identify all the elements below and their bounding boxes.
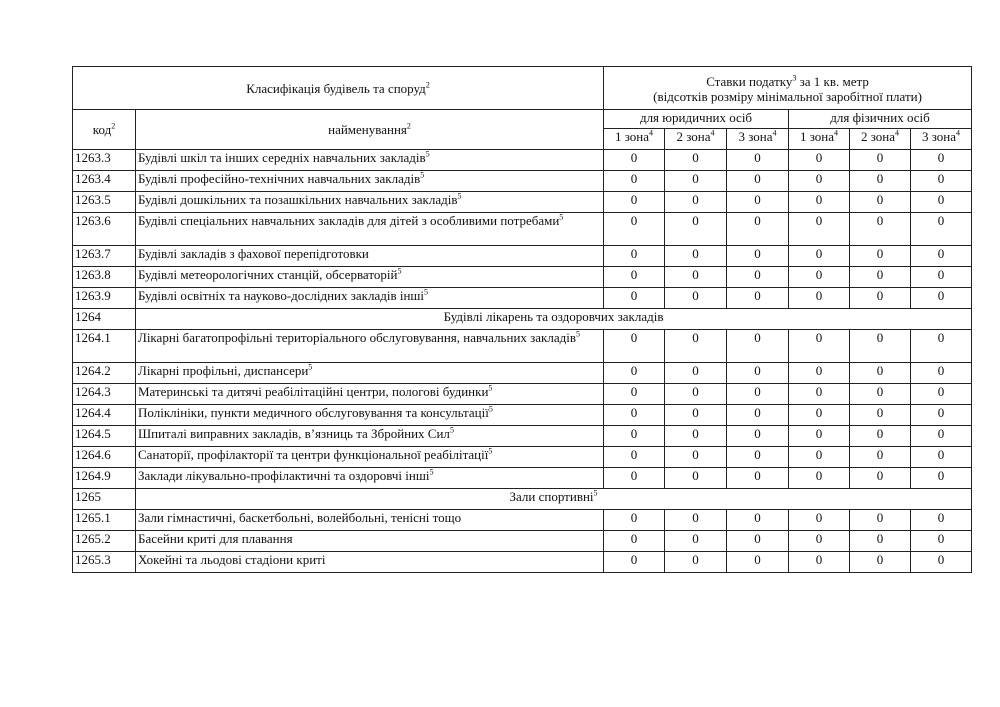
rate-value: 0	[850, 213, 911, 246]
rate-value: 0	[850, 288, 911, 309]
rate-value: 0	[789, 510, 850, 531]
table-row	[73, 426, 972, 447]
rates-header-tail: за 1 кв. метр	[796, 74, 869, 89]
footnote-mark: 5	[424, 287, 429, 297]
rate-value: 0	[604, 426, 665, 447]
rate-value: 0	[850, 426, 911, 447]
zone-header-text: 1 зона	[614, 129, 650, 144]
classification-header	[73, 67, 604, 110]
rate-value: 0	[727, 447, 789, 468]
rates-header-line1	[606, 74, 969, 89]
rate-value: 0	[789, 405, 850, 426]
row-name	[136, 363, 604, 384]
rate-value: 0	[665, 213, 727, 246]
row-name	[136, 246, 604, 267]
rate-value: 0	[911, 405, 972, 426]
rate-value: 0	[789, 552, 850, 573]
rate-value: 0	[727, 384, 789, 405]
rate-value: 0	[604, 171, 665, 192]
footnote-mark: 4	[834, 128, 839, 138]
classification-header-text: Класифікація будівель та споруд	[246, 80, 426, 96]
row-code: 1264.2	[73, 363, 136, 384]
rate-value: 0	[911, 192, 972, 213]
rate-value: 0	[911, 267, 972, 288]
section-code: 1264	[73, 309, 136, 330]
row-name-text: Заклади лікувально-профілактичні та оздоровчі інші	[138, 468, 430, 483]
rate-value: 0	[604, 552, 665, 573]
row-name-text: Будівлі шкіл та інших середніх навчальних закладів	[138, 150, 426, 165]
rate-value: 0	[727, 405, 789, 426]
rate-value: 0	[727, 288, 789, 309]
footnote-mark: 4	[895, 128, 900, 138]
code-header-text: код	[92, 122, 112, 137]
row-name	[136, 531, 604, 552]
rate-value: 0	[911, 330, 972, 363]
footnote-mark: 4	[649, 128, 654, 138]
row-name-text: Будівлі освітніх та науково-дослідних закладів інші	[138, 288, 425, 303]
row-name-text: Зали гімнастичні, баскетбольні, волейбольні, тенісні тощо	[138, 510, 462, 525]
zone-header	[665, 129, 727, 150]
rate-value: 0	[850, 150, 911, 171]
row-name-text: Поліклініки, пункти медичного обслуговування та консультації	[138, 405, 489, 420]
footnote-mark: 5	[429, 467, 434, 477]
zone-header	[727, 129, 789, 150]
rate-value: 0	[911, 363, 972, 384]
rates-header-line2: (відсотків розміру мінімальної заробітної плати)	[653, 89, 922, 104]
row-name	[136, 192, 604, 213]
rate-value: 0	[789, 468, 850, 489]
rate-value: 0	[850, 246, 911, 267]
header-row-mid	[73, 110, 972, 129]
rate-value: 0	[665, 405, 727, 426]
footnote-mark: 3	[792, 73, 797, 83]
row-name-text: Будівлі метеорологічних станцій, обсерваторій	[138, 267, 398, 282]
row-code: 1263.5	[73, 192, 136, 213]
rate-value: 0	[665, 192, 727, 213]
footnote-mark: 5	[457, 191, 462, 201]
header-row-top	[73, 67, 972, 110]
rate-value: 0	[665, 288, 727, 309]
footnote-mark: 5	[488, 446, 493, 456]
rate-value: 0	[727, 192, 789, 213]
row-name	[136, 468, 604, 489]
rate-value: 0	[665, 330, 727, 363]
row-name-text: Лікарні багатопрофільні територіального обслуговування, навчальних закладів	[138, 330, 576, 345]
row-name-text: Хокейні та льодові стадіони криті	[138, 552, 326, 567]
zone-header-text: 2 зона	[676, 129, 711, 144]
rate-value: 0	[727, 363, 789, 384]
legal-persons-header: для юридичних осіб	[604, 110, 789, 129]
rate-value: 0	[665, 171, 727, 192]
footnote-mark: 2	[406, 121, 411, 131]
rate-value: 0	[789, 150, 850, 171]
zone-header	[850, 129, 911, 150]
row-name-text: Лікарні профільні, диспансери	[138, 363, 309, 378]
zone-header-text: 1 зона	[799, 129, 835, 144]
row-code: 1265.3	[73, 552, 136, 573]
rate-value: 0	[850, 405, 911, 426]
table-row	[73, 150, 972, 171]
rate-value: 0	[911, 150, 972, 171]
zone-header-text: 3 зона	[922, 129, 957, 144]
rate-value: 0	[727, 510, 789, 531]
section-row	[73, 489, 972, 510]
rate-value: 0	[911, 384, 972, 405]
rate-value: 0	[665, 150, 727, 171]
rate-value: 0	[604, 213, 665, 246]
footnote-mark: 5	[593, 488, 598, 498]
row-name	[136, 426, 604, 447]
row-name-text: Шпиталі виправних закладів, в’язниць та Збройних Сил	[138, 426, 450, 441]
rate-value: 0	[727, 531, 789, 552]
rate-value: 0	[727, 426, 789, 447]
rates-header	[604, 67, 972, 110]
footnote-mark: 5	[420, 170, 425, 180]
footnote-mark: 4	[710, 128, 715, 138]
rate-value: 0	[665, 447, 727, 468]
rate-value: 0	[789, 246, 850, 267]
row-code: 1263.4	[73, 171, 136, 192]
row-name-text: Будівлі закладів з фахової перепідготовки	[138, 246, 369, 261]
table-row	[73, 384, 972, 405]
rate-value: 0	[850, 531, 911, 552]
table-row	[73, 405, 972, 426]
table-row	[73, 213, 972, 246]
rate-value: 0	[789, 330, 850, 363]
rate-value: 0	[789, 288, 850, 309]
rate-value: 0	[665, 552, 727, 573]
rate-value: 0	[789, 213, 850, 246]
rate-value: 0	[911, 288, 972, 309]
table-row	[73, 288, 972, 309]
rate-value: 0	[789, 531, 850, 552]
row-code: 1263.6	[73, 213, 136, 246]
row-code: 1263.8	[73, 267, 136, 288]
name-header-text: найменування	[328, 122, 407, 137]
rate-value: 0	[911, 447, 972, 468]
rate-value: 0	[604, 468, 665, 489]
footnote-mark: 2	[111, 121, 116, 131]
zone-header	[911, 129, 972, 150]
footnote-mark: 5	[449, 425, 454, 435]
row-code: 1265.2	[73, 531, 136, 552]
footnote-mark: 5	[559, 212, 564, 222]
rate-value: 0	[850, 447, 911, 468]
tax-rates-table	[72, 66, 972, 573]
row-code: 1264.5	[73, 426, 136, 447]
rates-header-text: Ставки податку	[706, 74, 793, 89]
rate-value: 0	[727, 246, 789, 267]
row-name	[136, 150, 604, 171]
rate-value: 0	[850, 510, 911, 531]
table-row	[73, 246, 972, 267]
rate-value: 0	[727, 468, 789, 489]
zone-header	[789, 129, 850, 150]
section-title-text: Будівлі лікарень та оздоровчих закладів	[443, 309, 664, 324]
rate-value: 0	[789, 171, 850, 192]
rate-value: 0	[604, 192, 665, 213]
rate-value: 0	[911, 171, 972, 192]
row-name-text: Санаторії, профілакторії та центри функціональної реабілітації	[138, 447, 489, 462]
footnote-mark: 2	[425, 80, 430, 90]
rate-value: 0	[665, 384, 727, 405]
rate-value: 0	[789, 384, 850, 405]
rate-value: 0	[604, 246, 665, 267]
rate-value: 0	[665, 468, 727, 489]
code-header	[73, 110, 136, 150]
row-name-text: Басейни криті для плавання	[138, 531, 293, 546]
table-row	[73, 363, 972, 384]
rate-value: 0	[850, 267, 911, 288]
footnote-mark: 5	[488, 404, 493, 414]
row-name	[136, 171, 604, 192]
row-name	[136, 384, 604, 405]
rate-value: 0	[727, 330, 789, 363]
rate-value: 0	[789, 267, 850, 288]
row-code: 1264.4	[73, 405, 136, 426]
rate-value: 0	[604, 447, 665, 468]
rate-value: 0	[911, 510, 972, 531]
zone-header-text: 3 зона	[738, 129, 773, 144]
rate-value: 0	[850, 192, 911, 213]
row-name-text: Будівлі професійно-технічних навчальних закладів	[138, 171, 421, 186]
rate-value: 0	[850, 363, 911, 384]
rate-value: 0	[604, 288, 665, 309]
rate-value: 0	[665, 363, 727, 384]
rate-value: 0	[665, 531, 727, 552]
zone-header	[604, 129, 665, 150]
footnote-mark: 5	[576, 329, 580, 339]
rate-value: 0	[665, 267, 727, 288]
section-code: 1265	[73, 489, 136, 510]
rate-value: 0	[911, 213, 972, 246]
rate-value: 0	[604, 531, 665, 552]
table-row	[73, 267, 972, 288]
rate-value: 0	[850, 552, 911, 573]
rate-value: 0	[789, 363, 850, 384]
table-row	[73, 192, 972, 213]
row-name-text: Будівлі спеціальних навчальних закладів для дітей з особливими потребами	[138, 213, 560, 228]
rate-value: 0	[850, 468, 911, 489]
rate-value: 0	[911, 246, 972, 267]
rate-value: 0	[604, 405, 665, 426]
row-code: 1263.9	[73, 288, 136, 309]
rate-value: 0	[727, 213, 789, 246]
rate-value: 0	[911, 531, 972, 552]
rate-value: 0	[789, 192, 850, 213]
table-row	[73, 552, 972, 573]
table-row	[73, 468, 972, 489]
rate-value: 0	[665, 246, 727, 267]
row-name	[136, 330, 604, 363]
rate-value: 0	[604, 363, 665, 384]
section-title	[136, 489, 972, 510]
name-header	[136, 110, 604, 150]
table-row	[73, 510, 972, 531]
rate-value: 0	[604, 150, 665, 171]
row-code: 1264.3	[73, 384, 136, 405]
row-code: 1263.3	[73, 150, 136, 171]
row-code: 1264.6	[73, 447, 136, 468]
rate-value: 0	[850, 171, 911, 192]
row-name	[136, 213, 604, 246]
row-name	[136, 288, 604, 309]
section-title	[136, 309, 972, 330]
rate-value: 0	[604, 267, 665, 288]
table-row	[73, 531, 972, 552]
rate-value: 0	[850, 330, 911, 363]
table-row	[73, 171, 972, 192]
rate-value: 0	[727, 150, 789, 171]
footnote-mark: 4	[956, 128, 961, 138]
rate-value: 0	[727, 552, 789, 573]
footnote-mark: 5	[425, 149, 430, 159]
row-name-text: Будівлі дошкільних та позашкільних навчальних закладів	[138, 192, 458, 207]
row-name	[136, 552, 604, 573]
rate-value: 0	[604, 330, 665, 363]
rate-value: 0	[665, 426, 727, 447]
footnote-mark: 5	[397, 266, 402, 276]
rate-value: 0	[604, 510, 665, 531]
rate-value: 0	[850, 384, 911, 405]
rate-value: 0	[789, 447, 850, 468]
rate-value: 0	[665, 510, 727, 531]
row-name	[136, 405, 604, 426]
row-code: 1264.9	[73, 468, 136, 489]
rate-value: 0	[604, 384, 665, 405]
rate-value: 0	[727, 267, 789, 288]
physical-persons-header: для фізичних осіб	[789, 110, 972, 129]
footnote-mark: 4	[772, 128, 777, 138]
rate-value: 0	[911, 552, 972, 573]
rate-value: 0	[911, 468, 972, 489]
row-code: 1263.7	[73, 246, 136, 267]
table-row	[73, 447, 972, 468]
rate-value: 0	[911, 426, 972, 447]
row-name-text: Материнські та дитячі реабілітаційні центри, пологові будинки	[138, 384, 489, 399]
section-row	[73, 309, 972, 330]
row-code: 1264.1	[73, 330, 136, 363]
footnote-mark: 5	[488, 383, 493, 393]
zone-header-text: 2 зона	[860, 129, 896, 144]
row-code: 1265.1	[73, 510, 136, 531]
rate-value: 0	[789, 426, 850, 447]
footnote-mark: 5	[308, 362, 313, 372]
row-name	[136, 447, 604, 468]
section-title-text: Зали спортивні	[509, 489, 594, 504]
row-name	[136, 510, 604, 531]
table-row	[73, 330, 972, 363]
rate-value: 0	[727, 171, 789, 192]
row-name	[136, 267, 604, 288]
